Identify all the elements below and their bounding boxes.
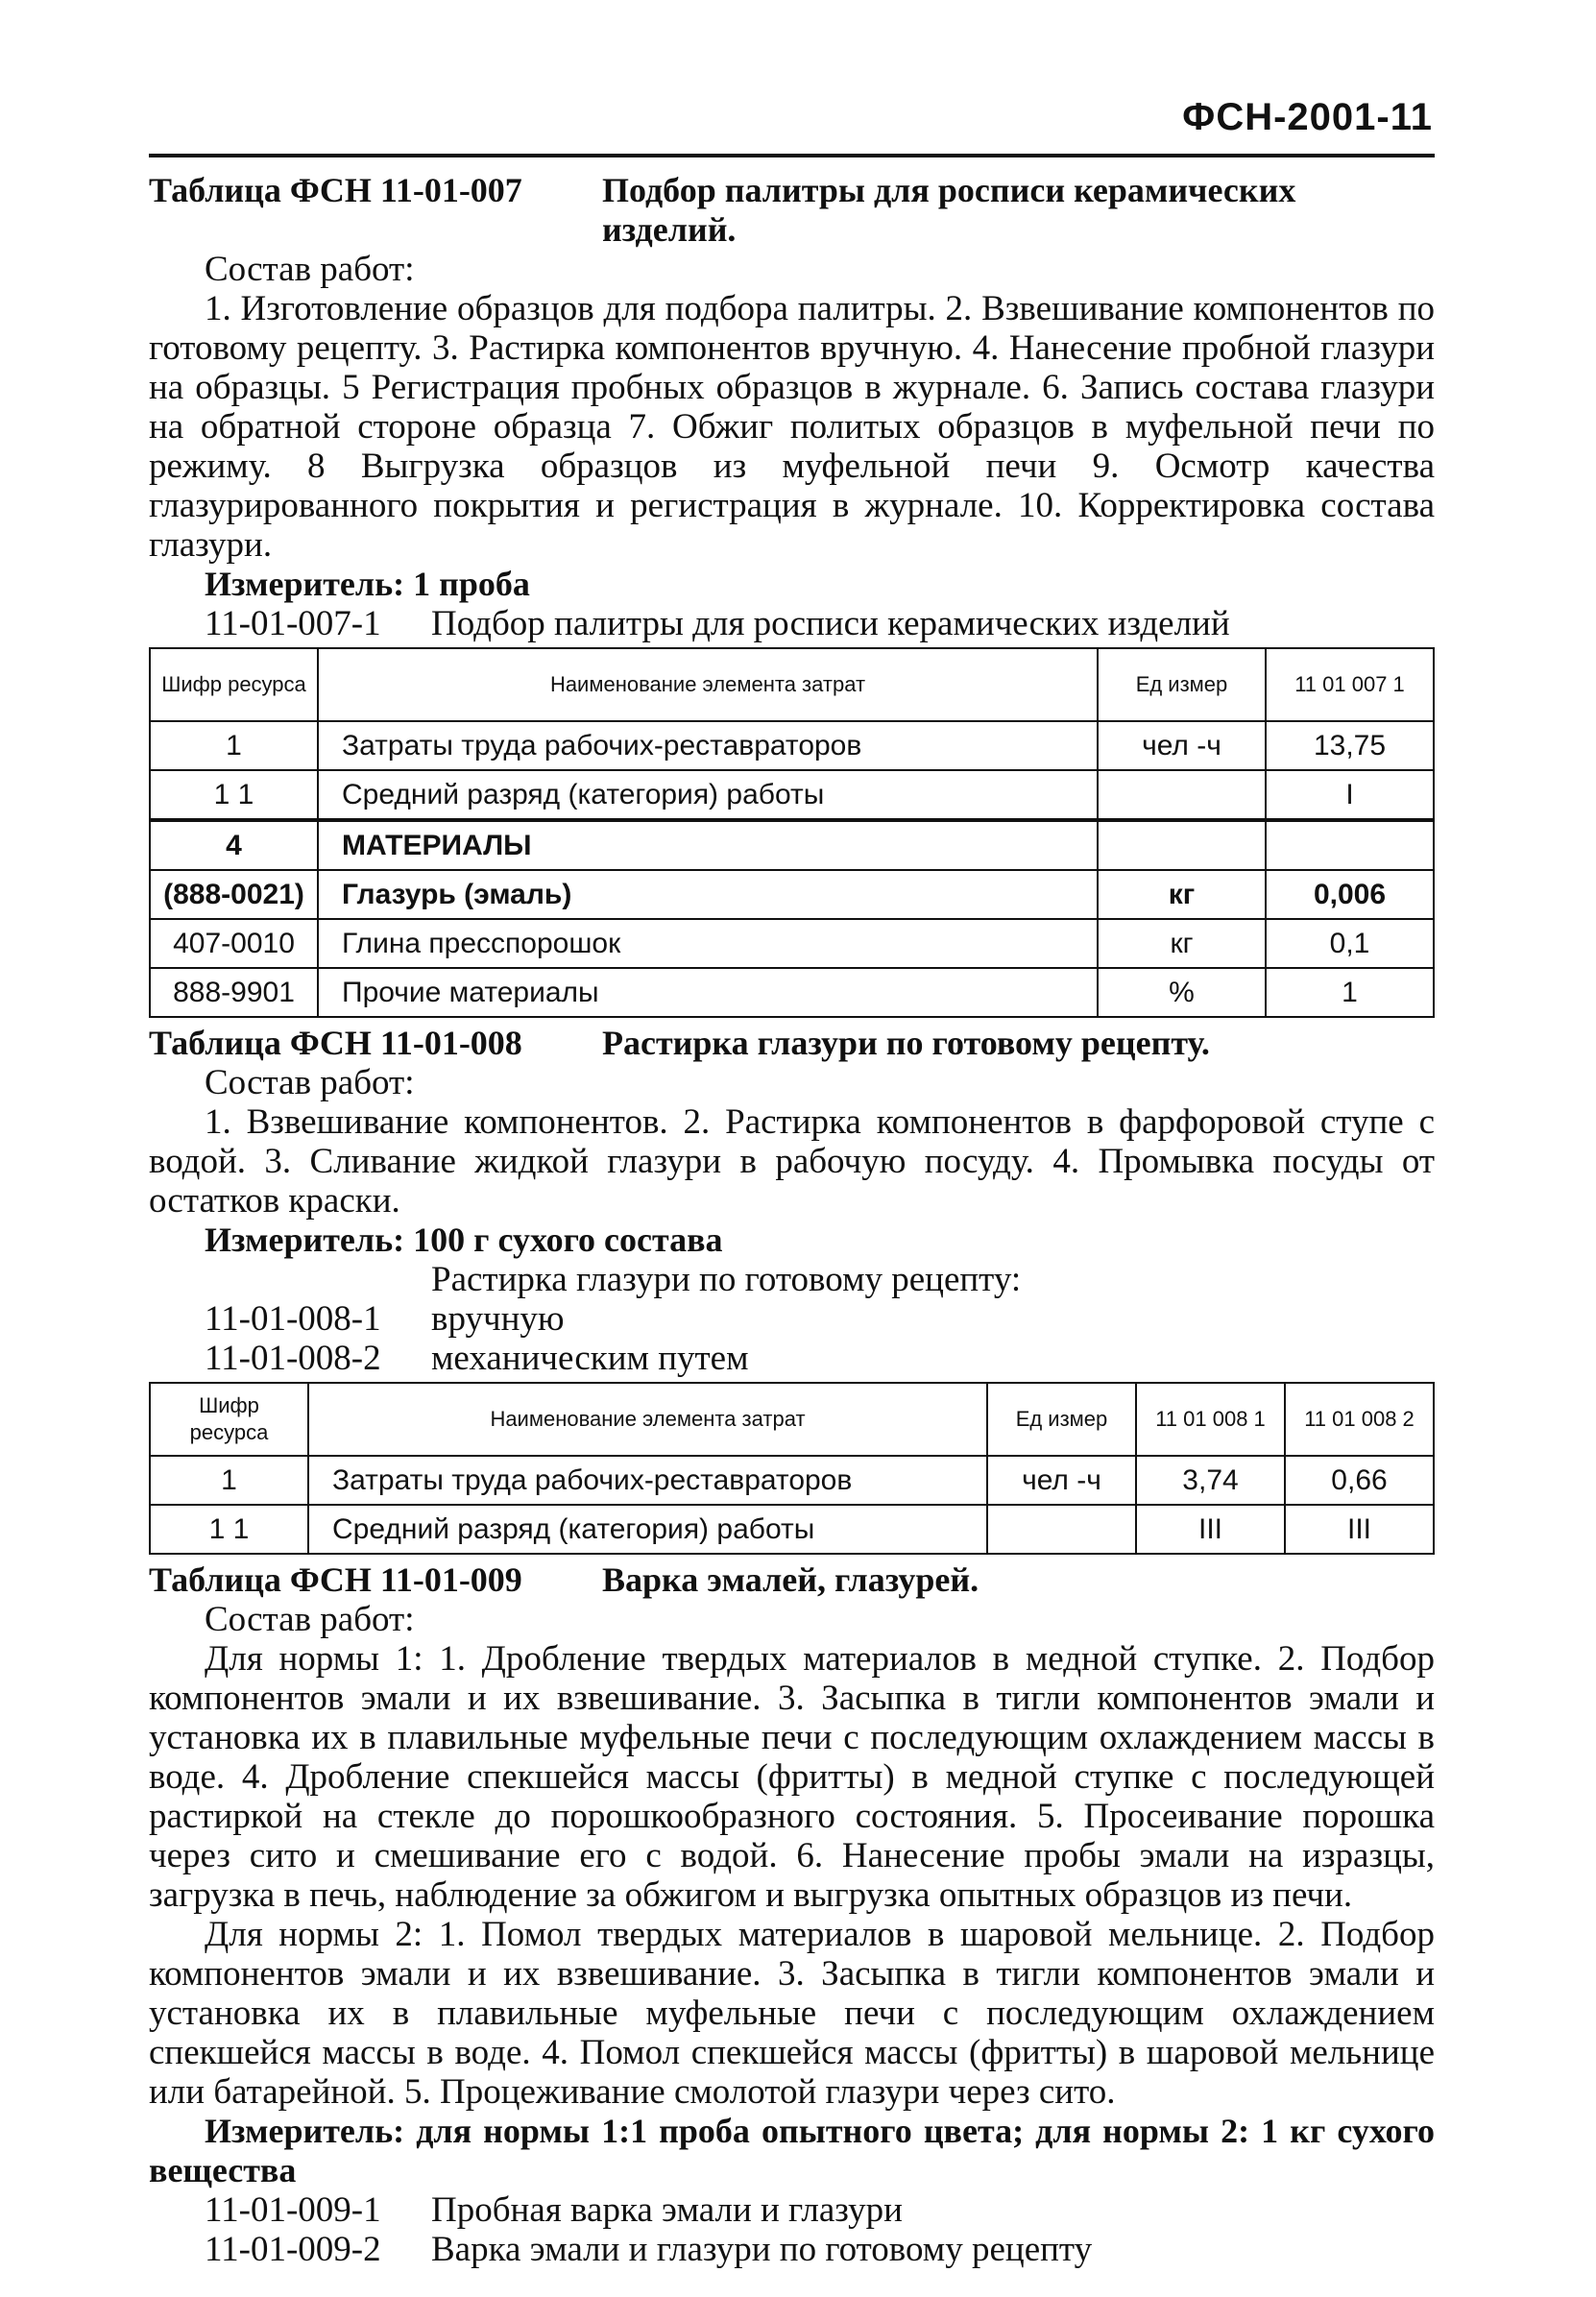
- work-label: Состав работ:: [205, 1063, 415, 1102]
- resource-table-008: [149, 1382, 1435, 1555]
- cell-name: Средний разряд (категория) работы: [308, 1505, 987, 1554]
- cell-code: 1 1: [150, 770, 318, 820]
- cell-code: (888-0021): [150, 870, 318, 919]
- cell-code: 1: [150, 1456, 308, 1505]
- cell-value: III: [1285, 1505, 1434, 1554]
- table-code: Таблица ФСН 11-01-008: [149, 1024, 522, 1062]
- table-row: [150, 968, 1434, 1017]
- cell-unit: чел -ч: [1098, 721, 1266, 770]
- item-name: Подбор палитры для росписи керамических изделий: [431, 604, 1230, 643]
- col-header: 11 01 008 1: [1136, 1383, 1285, 1456]
- header-rule: [149, 154, 1435, 157]
- cell-unit: [1098, 770, 1266, 820]
- meter: Измеритель: 100 г сухого состава: [205, 1221, 723, 1259]
- work-text: 1. Изготовление образцов для подбора палитры. 2. Взвешивание компонентов по готовому рецепту. 3. Растирка компонентов вручную. 4. Нанесение пробной глазури на образцы. 5 Регистрация пробных образцов в журнале. 6. Запись состава глазури на обратной стороне образца 7. Обжиг политых образцов в муфельной печи по режиму. 8 Выгрузка образцов из муфельной печи 9. Осмотр качества глазурированного покрытия и регистрация в журнале. 10. Корректировка состава глазури.: [149, 289, 1435, 565]
- item-code: 11-01-007-1: [205, 604, 381, 643]
- item-row: [149, 2230, 1435, 2269]
- cell-code: 1: [150, 721, 318, 770]
- item-code: 11-01-008-2: [205, 1339, 381, 1378]
- document-code: ФСН-2001-11: [1182, 96, 1433, 138]
- cell-code: 888-9901: [150, 968, 318, 1017]
- item-name: вручную: [431, 1299, 565, 1339]
- cell-value: 3,74: [1136, 1456, 1285, 1505]
- cell-value: 0,66: [1285, 1456, 1434, 1505]
- meter: Измеритель: для нормы 1:1 проба опытного цвета; для нормы 2: 1 кг сухого вещества: [149, 2112, 1435, 2189]
- item-code: 11-01-009-2: [205, 2230, 381, 2269]
- meter: Измеритель: 1 проба: [205, 565, 530, 603]
- cell-code: 407-0010: [150, 919, 318, 968]
- section-008: [149, 1024, 1435, 1555]
- work-text: 1. Взвешивание компонентов. 2. Растирка компонентов в фарфоровой ступе с водой. 3. Сливание жидкой глазури в рабочую посуду. 4. Промывка посуды от остатков краски.: [149, 1102, 1435, 1221]
- item-row: [149, 1299, 1435, 1339]
- section-009: [149, 1560, 1435, 2269]
- item-row: [149, 2190, 1435, 2230]
- table-title: Варка эмалей, глазурей.: [602, 1560, 979, 1599]
- table-row: [150, 770, 1434, 820]
- item-row: [149, 1339, 1435, 1378]
- table-row: [150, 870, 1434, 919]
- item-row: [149, 604, 1435, 643]
- col-header: 11 01 008 2: [1285, 1383, 1434, 1456]
- work-label: Состав работ:: [205, 250, 415, 289]
- cell-code: 1 1: [150, 1505, 308, 1554]
- table-row: [150, 820, 1434, 870]
- item-name: Пробная варка эмали и глазури: [431, 2190, 903, 2230]
- cell-unit: чел -ч: [987, 1456, 1136, 1505]
- table-heading: [149, 171, 1435, 250]
- col-header: Ед измер: [987, 1383, 1136, 1456]
- cell-value: 13,75: [1266, 721, 1434, 770]
- cell-unit: кг: [1098, 919, 1266, 968]
- cell-value: 0,1: [1266, 919, 1434, 968]
- item-name: механическим путем: [431, 1339, 749, 1378]
- cell-value: 1: [1266, 968, 1434, 1017]
- section-007: [149, 171, 1435, 1018]
- cell-name: Прочие материалы: [318, 968, 1098, 1017]
- resource-table-007: [149, 647, 1435, 1018]
- cell-code: 4: [150, 820, 318, 870]
- table-heading: [149, 1560, 1435, 1600]
- content: [149, 169, 1435, 2269]
- col-header: Шифр ресурса: [150, 648, 318, 721]
- item-code: 11-01-009-1: [205, 2190, 381, 2230]
- table-row: [150, 919, 1434, 968]
- table-row: [150, 1505, 1434, 1554]
- cell-name: Глина пресспорошок: [318, 919, 1098, 968]
- cell-unit: кг: [1098, 870, 1266, 919]
- table-title: Растирка глазури по готовому рецепту.: [602, 1024, 1210, 1062]
- col-header: 11 01 007 1: [1266, 648, 1434, 721]
- table-heading: [149, 1024, 1435, 1063]
- group-title-row: [149, 1260, 1435, 1299]
- cell-name: Затраты труда рабочих-реставраторов: [308, 1456, 987, 1505]
- cell-unit: %: [1098, 968, 1266, 1017]
- item-code: 11-01-008-1: [205, 1299, 381, 1339]
- cell-name: МАТЕРИАЛЫ: [318, 820, 1098, 870]
- cell-value: [1266, 820, 1434, 870]
- cell-unit: [1098, 820, 1266, 870]
- table-code: Таблица ФСН 11-01-007: [149, 171, 522, 209]
- cell-name: Глазурь (эмаль): [318, 870, 1098, 919]
- norm1-text: Для нормы 1: 1. Дробление твердых материалов в медной ступке. 2. Подбор компонентов эмали и их взвешивание. 3. Засыпка в тигли компонентов эмали и установка их в плавильные муфельные печи с последующим охлаждением массы в воде. 4. Дробление спекшейся массы (фритты) в медной ступке с последующей растиркой на стекле до порошкообразного состояния. 5. Просеивание порошка через сито и смешивание его с водой. 6. Нанесение пробы эмали на изразцы, загрузка в печь, наблюдение за обжигом и выгрузка опытных образцов из печи.: [149, 1639, 1435, 1915]
- group-title: Растирка глазури по готовому рецепту:: [431, 1260, 1022, 1299]
- cell-name: Затраты труда рабочих-реставраторов: [318, 721, 1098, 770]
- col-header: Ед измер: [1098, 648, 1266, 721]
- cell-unit: [987, 1505, 1136, 1554]
- norm2-text: Для нормы 2: 1. Помол твердых материалов в шаровой мельнице. 2. Подбор компонентов эмали и их взвешивание. 3. Засыпка в тигли компонентов эмали и установка их в плавильные муфельные печи с последующим охлаждением спекшейся массы в воде. 4. Помол спекшейся массы (фритты) в шаровой мельнице или батарейной. 5. Процеживание смолотой глазури через сито.: [149, 1915, 1435, 2112]
- table-row: [150, 721, 1434, 770]
- col-header: Шифр ресурса: [150, 1383, 308, 1456]
- col-header: Наименование элемента затрат: [318, 648, 1098, 721]
- work-label: Состав работ:: [205, 1600, 415, 1639]
- table-row: [150, 1456, 1434, 1505]
- table-title: Подбор палитры для росписи керамических изделий.: [602, 171, 1296, 249]
- cell-value: 0,006: [1266, 870, 1434, 919]
- cell-name: Средний разряд (категория) работы: [318, 770, 1098, 820]
- table-code: Таблица ФСН 11-01-009: [149, 1560, 522, 1599]
- col-header: Наименование элемента затрат: [308, 1383, 987, 1456]
- cell-value: I: [1266, 770, 1434, 820]
- item-name: Варка эмали и глазури по готовому рецепту: [431, 2230, 1093, 2269]
- cell-value: III: [1136, 1505, 1285, 1554]
